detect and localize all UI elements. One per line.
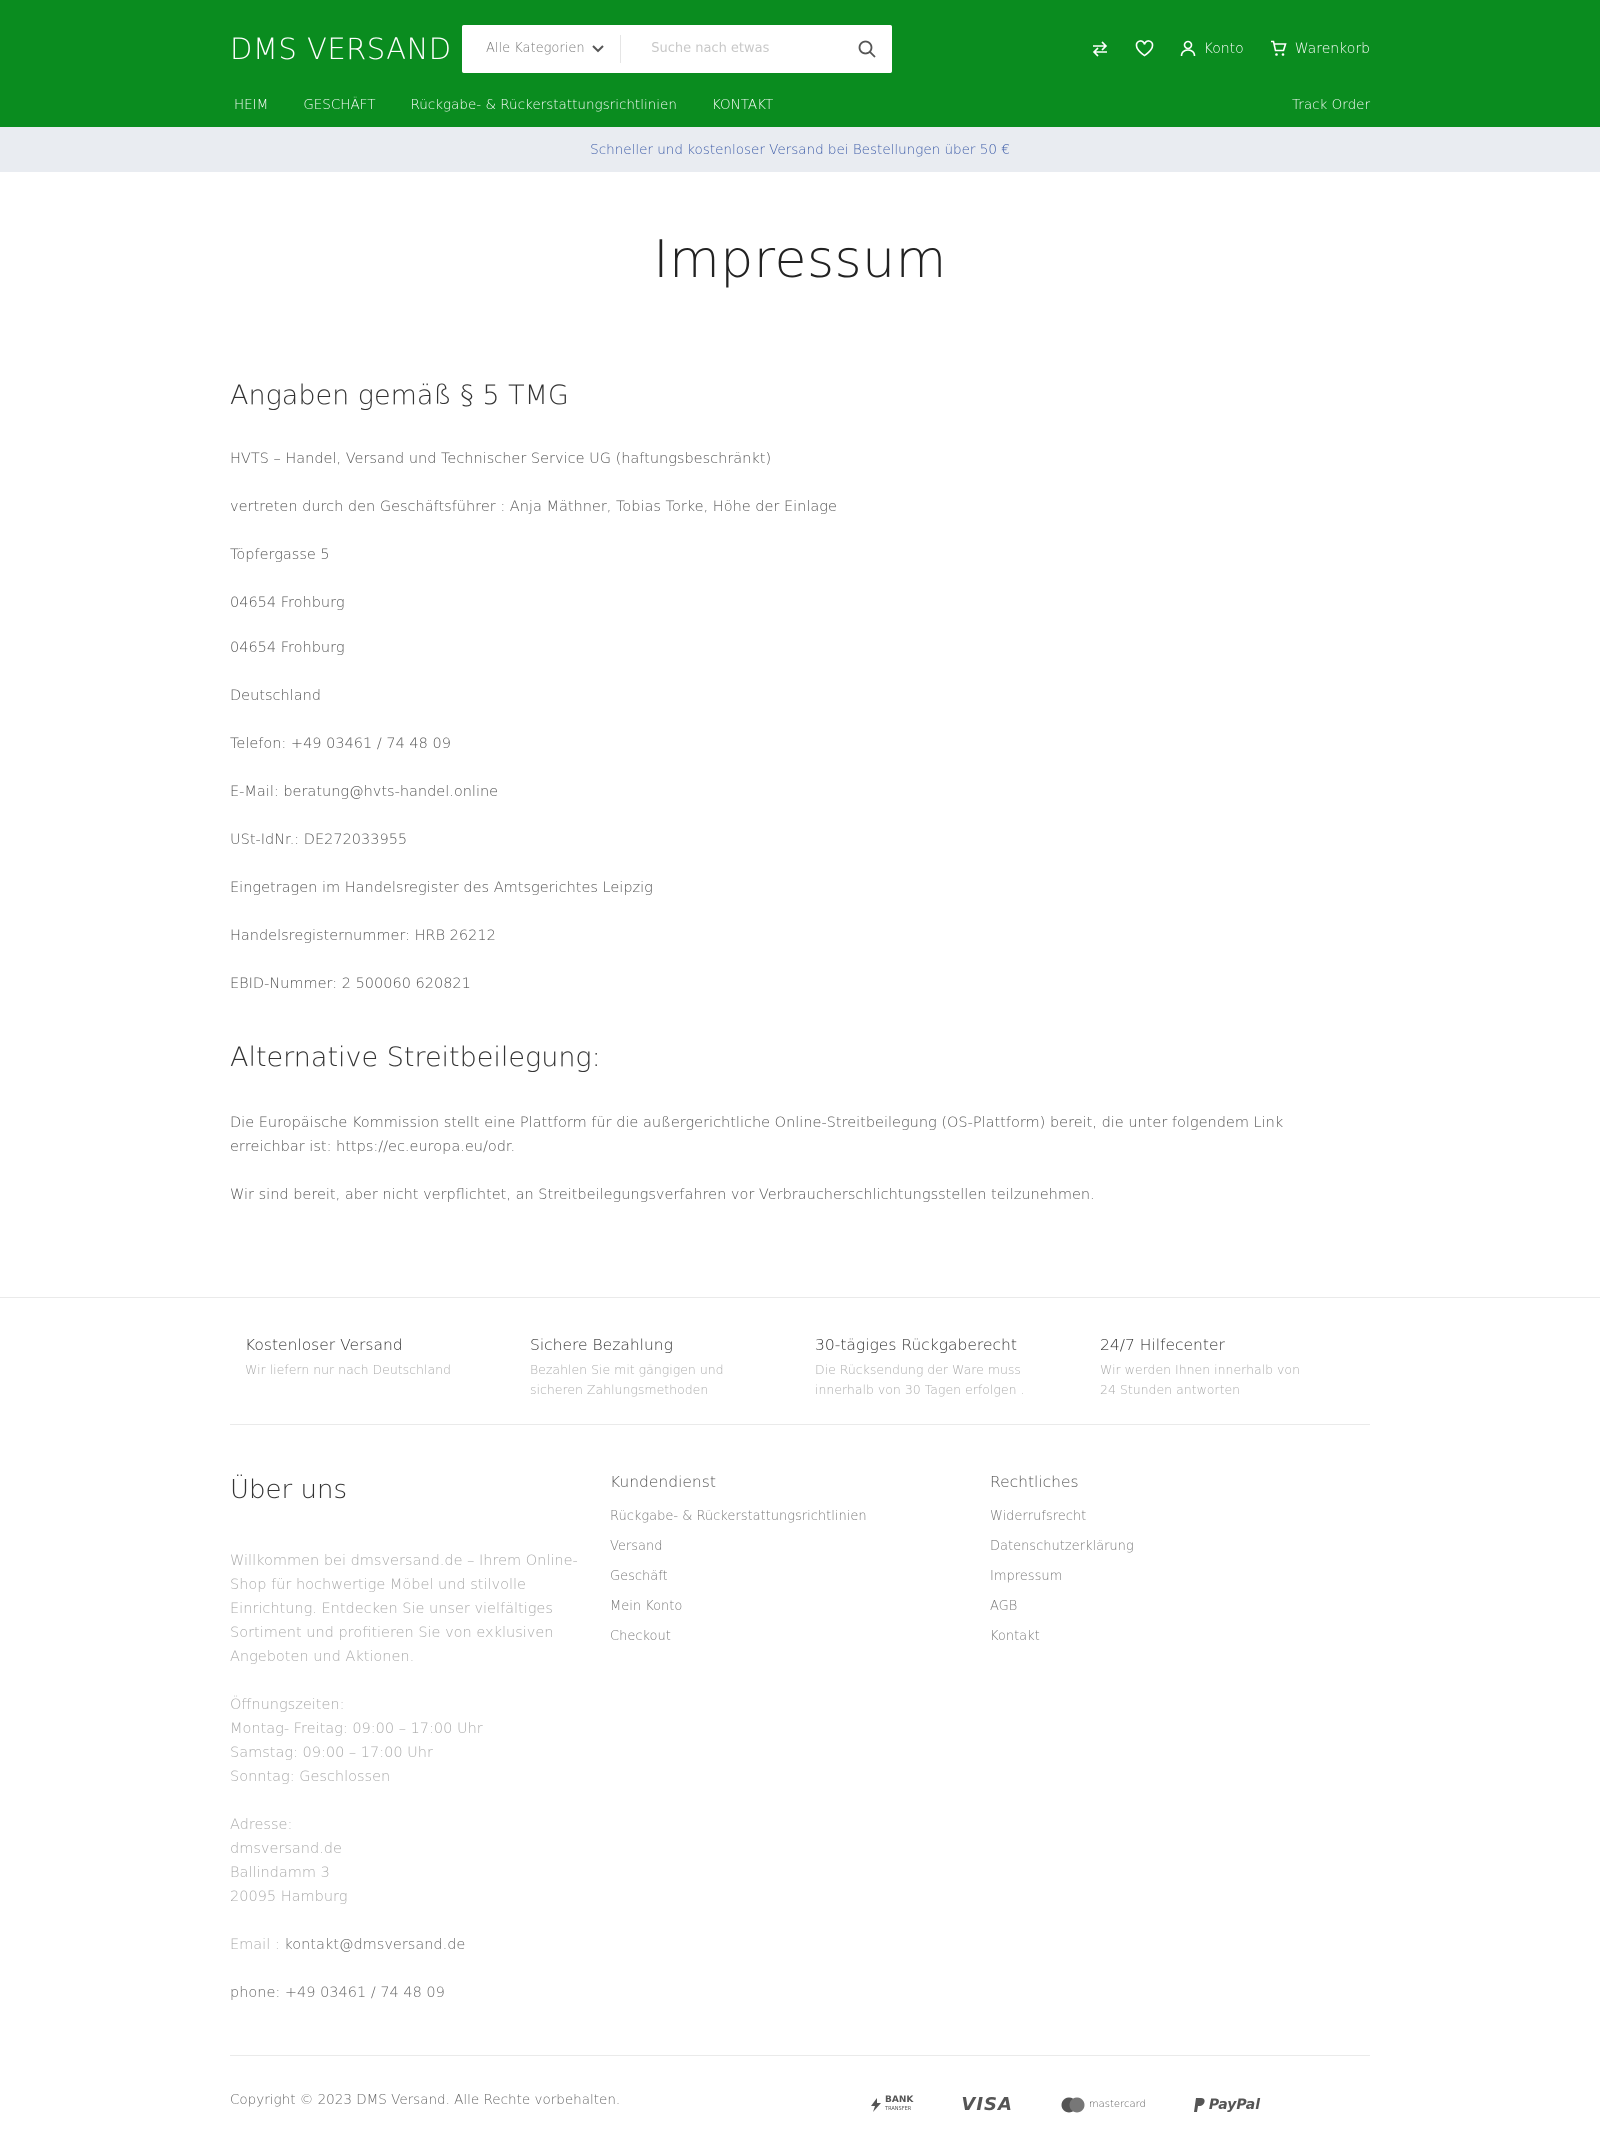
footer-link-impressum[interactable]: Impressum [990, 1569, 1063, 1584]
features-section [0, 1297, 1600, 1425]
feature-item [800, 1336, 1085, 1400]
wishlist-button[interactable] [1135, 40, 1154, 57]
imprint-line: Telefon: +49 03461 / 74 48 09 [230, 736, 451, 752]
copyright-row [230, 2055, 1370, 2115]
footer-phone [230, 1981, 610, 2005]
visa-label: VISA [961, 2094, 1013, 2115]
paypal-label: PayPal [1208, 2096, 1260, 2113]
nav-item-heim[interactable]: HEIM [234, 97, 269, 113]
imprint-line: USt-IdNr.: DE272033955 [230, 832, 408, 848]
nav-item-returns[interactable]: Rückgabe- & Rückerstattungsrichtlinien [410, 97, 677, 113]
account-label: Konto [1203, 40, 1244, 57]
dispute-paragraph: Wir sind bereit, aber nicht verpflichtet, an Streitbeilegungsverfahren vor Verbraucherschlichtungsstellen teilzunehmen. [230, 1187, 1095, 1203]
feature-desc: Wir werden Ihnen innerhalb von 24 Stunden antworten [1100, 1362, 1300, 1397]
footer-rechtliches [990, 1473, 1370, 2005]
hours-line: Montag- Freitag: 09:00 – 17:00 Uhr [230, 1721, 483, 1737]
email-link[interactable]: kontakt@dmsversand.de [284, 1937, 466, 1953]
user-icon [1180, 40, 1196, 57]
site-logo[interactable]: DMS VERSAND [230, 31, 452, 66]
cart-icon [1270, 40, 1287, 57]
main-content [230, 230, 1370, 1207]
cart-label: Warenkorb [1294, 40, 1370, 57]
promo-banner [0, 127, 1600, 172]
footer-link-checkout[interactable]: Checkout [610, 1629, 671, 1644]
imprint-line: Eingetragen im Handelsregister des Amtsgerichtes Leipzig [230, 880, 653, 896]
address-line: 20095 Hamburg [230, 1889, 348, 1905]
imprint-line: Töpfergasse 5 [230, 547, 330, 563]
about-title: Über uns [230, 1475, 347, 1505]
footer-link-datenschutz[interactable]: Datenschutzerklärung [990, 1539, 1134, 1554]
header-icons [1091, 40, 1370, 58]
search-bar [462, 25, 892, 73]
feature-item [230, 1336, 515, 1400]
imprint-line: vertreten durch den Geschäftsführer : Anja Mäthner, Tobias Torke, Höhe der Einlage [230, 499, 837, 515]
address [230, 1813, 610, 1909]
copyright-text: Copyright © 2023 DMS Versand. Alle Rechte vorbehalten. [230, 2091, 621, 2108]
compare-icon [1091, 40, 1109, 58]
footer-link-kontakt[interactable]: Kontakt [990, 1629, 1040, 1644]
about-text: Willkommen bei dmsversand.de – Ihrem Online-Shop für hochwertige Möbel und stilvolle Einrichtung. Entdecken Sie unser vielfältiges Sortiment und profitieren Sie von exklusiven Angeboten und Aktionen. [230, 1553, 578, 1665]
footer-link-agb[interactable]: AGB [990, 1599, 1018, 1614]
track-order-link[interactable]: Track Order [1292, 97, 1370, 113]
imprint-line: Handelsregisternummer: HRB 26212 [230, 928, 496, 944]
chevron-down-icon [592, 45, 604, 53]
address-line: dmsversand.de [230, 1841, 342, 1857]
footer-columns [230, 1425, 1370, 2005]
dispute-paragraph: Die Europäische Kommission stellt eine Plattform für die außergerichtliche Online-Streitbeilegung (OS-Plattform) bereit, die unter folgendem Link erreichbar ist: https://ec.europa.eu/odr. [230, 1115, 1284, 1155]
site-header [0, 0, 1600, 127]
nav-item-kontakt[interactable]: KONTAKT [711, 97, 774, 113]
footer-link-geschaeft[interactable]: Geschäft [610, 1569, 668, 1584]
email-label: Email : [230, 1937, 285, 1953]
visa-icon [961, 2094, 1013, 2115]
feature-item [1085, 1336, 1370, 1400]
nav-item-geschaeft[interactable]: GESCHÄFT [303, 97, 376, 113]
footer-about [230, 1473, 610, 2005]
mastercard-label: mastercard [1088, 2099, 1146, 2110]
feature-desc: Bezahlen Sie mit gängigen und sicheren Zahlungsmethoden [530, 1362, 724, 1397]
section-heading-dispute: Alternative Streitbeilegung: [230, 1042, 601, 1073]
imprint-line: EBID-Nummer: 2 500060 620821 [230, 976, 471, 992]
imprint-line: Deutschland [230, 688, 321, 704]
bank-label: BANK [885, 2094, 914, 2105]
feature-desc: Wir liefern nur nach Deutschland [245, 1362, 451, 1377]
section-heading-tmg: Angaben gemäß § 5 TMG [230, 380, 569, 411]
rechtliches-title: Rechtliches [990, 1473, 1079, 1491]
search-input[interactable] [621, 25, 841, 73]
imprint-line: 04654 Frohburg [230, 640, 345, 656]
bank-sub-label: TRANSFER [885, 2105, 912, 2112]
footer-email [230, 1933, 610, 1957]
phone-value: +49 03461 / 74 48 09 [284, 1985, 445, 2001]
phone-label: phone: [230, 1985, 285, 2001]
main-nav [230, 97, 1370, 127]
feature-title: 30-tägiges Rückgaberecht [815, 1336, 1017, 1354]
feature-title: Sichere Bezahlung [530, 1336, 673, 1354]
hours-line: Samstag: 09:00 – 17:00 Uhr [230, 1745, 433, 1761]
imprint-line: 04654 Frohburg [230, 595, 345, 611]
hours-line: Sonntag: Geschlossen [230, 1769, 391, 1785]
footer-link-widerrufsrecht[interactable]: Widerrufsrecht [990, 1509, 1087, 1524]
paypal-icon [1194, 2097, 1260, 2113]
imprint-line: E-Mail: beratung@hvts-handel.online [230, 784, 499, 800]
promo-text: Schneller und kostenloser Versand bei Bestellungen über 50 € [590, 141, 1010, 158]
imprint-line: HVTS – Handel, Versand und Technischer Service UG (haftungsbeschränkt) [230, 451, 772, 467]
site-footer [230, 1425, 1370, 2115]
compare-button[interactable] [1091, 40, 1109, 58]
payment-methods [871, 2094, 1260, 2115]
search-icon [858, 40, 876, 58]
feature-item [515, 1336, 800, 1400]
page-title: Impressum [653, 230, 947, 290]
hours-line: Öffnungszeiten: [230, 1697, 345, 1713]
mastercard-icon [1061, 2097, 1146, 2113]
features-row [230, 1298, 1370, 1425]
feature-title: 24/7 Hilfecenter [1100, 1336, 1225, 1354]
footer-kundendienst [610, 1473, 990, 2005]
address-line: Adresse: [230, 1817, 293, 1833]
category-select[interactable] [462, 35, 621, 63]
search-button[interactable] [841, 25, 892, 73]
cart-button[interactable] [1270, 40, 1370, 57]
opening-hours [230, 1693, 610, 1789]
account-button[interactable] [1180, 40, 1244, 57]
kundendienst-title: Kundendienst [610, 1473, 716, 1491]
header-top [230, 0, 1370, 97]
feature-desc: Die Rücksendung der Ware muss innerhalb von 30 Tagen erfolgen . [815, 1362, 1025, 1397]
feature-title: Kostenloser Versand [245, 1336, 403, 1354]
bank-transfer-icon [871, 2096, 913, 2114]
category-select-label: Alle Kategorien [486, 41, 585, 56]
footer-link-mein-konto[interactable]: Mein Konto [610, 1599, 683, 1614]
footer-link-returns[interactable]: Rückgabe- & Rückerstattungsrichtlinien [610, 1509, 867, 1524]
address-line: Ballindamm 3 [230, 1865, 330, 1881]
heart-icon [1135, 40, 1154, 57]
footer-link-versand[interactable]: Versand [610, 1539, 663, 1554]
